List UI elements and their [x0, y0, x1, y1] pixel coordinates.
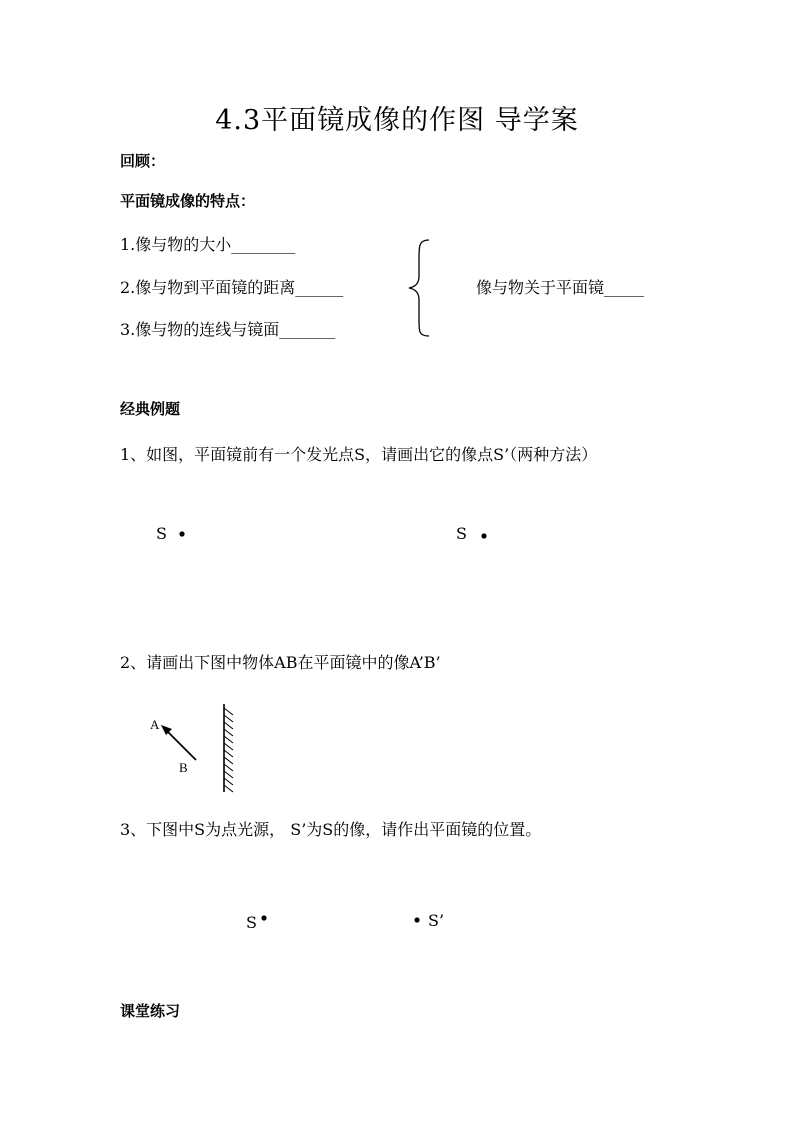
- q3-image-point: [413, 916, 421, 924]
- page-title: 4.3平面镜成像的作图 导学案: [215, 105, 579, 136]
- symmetry-conclusion: 像与物关于平面镜_____: [476, 278, 645, 297]
- curly-brace: [405, 238, 435, 338]
- features-heading: 平面镜成像的特点：: [120, 192, 256, 210]
- q3-source-point: [260, 914, 268, 922]
- feature-item-line: 3.像与物的连线与镜面_______: [120, 320, 336, 339]
- examples-heading: 经典例题: [120, 400, 181, 418]
- q3-image-label: S’: [428, 911, 445, 930]
- q3-source-label: S: [246, 913, 257, 932]
- q1-left-point: [178, 530, 186, 538]
- label-a: A: [150, 717, 160, 732]
- practice-heading: 课堂练习: [120, 1002, 181, 1020]
- label-b: B: [179, 760, 188, 775]
- q1-left-point-label: S: [156, 524, 167, 543]
- review-heading: 回顾：: [120, 152, 166, 170]
- question-3: 3、下图中S为点光源， S’为S的像，请作出平面镜的位置。: [120, 820, 542, 839]
- q1-right-point: [480, 532, 488, 540]
- question-1: 1、如图，平面镜前有一个发光点S，请画出它的像点S’（两种方法）: [120, 445, 598, 464]
- feature-item-distance: 2.像与物到平面镜的距离______: [120, 278, 344, 297]
- question-2: 2、请画出下图中物体AB在平面镜中的像A’B’: [120, 653, 441, 672]
- plane-mirror: [220, 702, 240, 794]
- q1-right-point-label: S: [456, 524, 467, 543]
- feature-item-size: 1.像与物的大小________: [120, 235, 296, 254]
- object-ab-arrow: [155, 718, 205, 768]
